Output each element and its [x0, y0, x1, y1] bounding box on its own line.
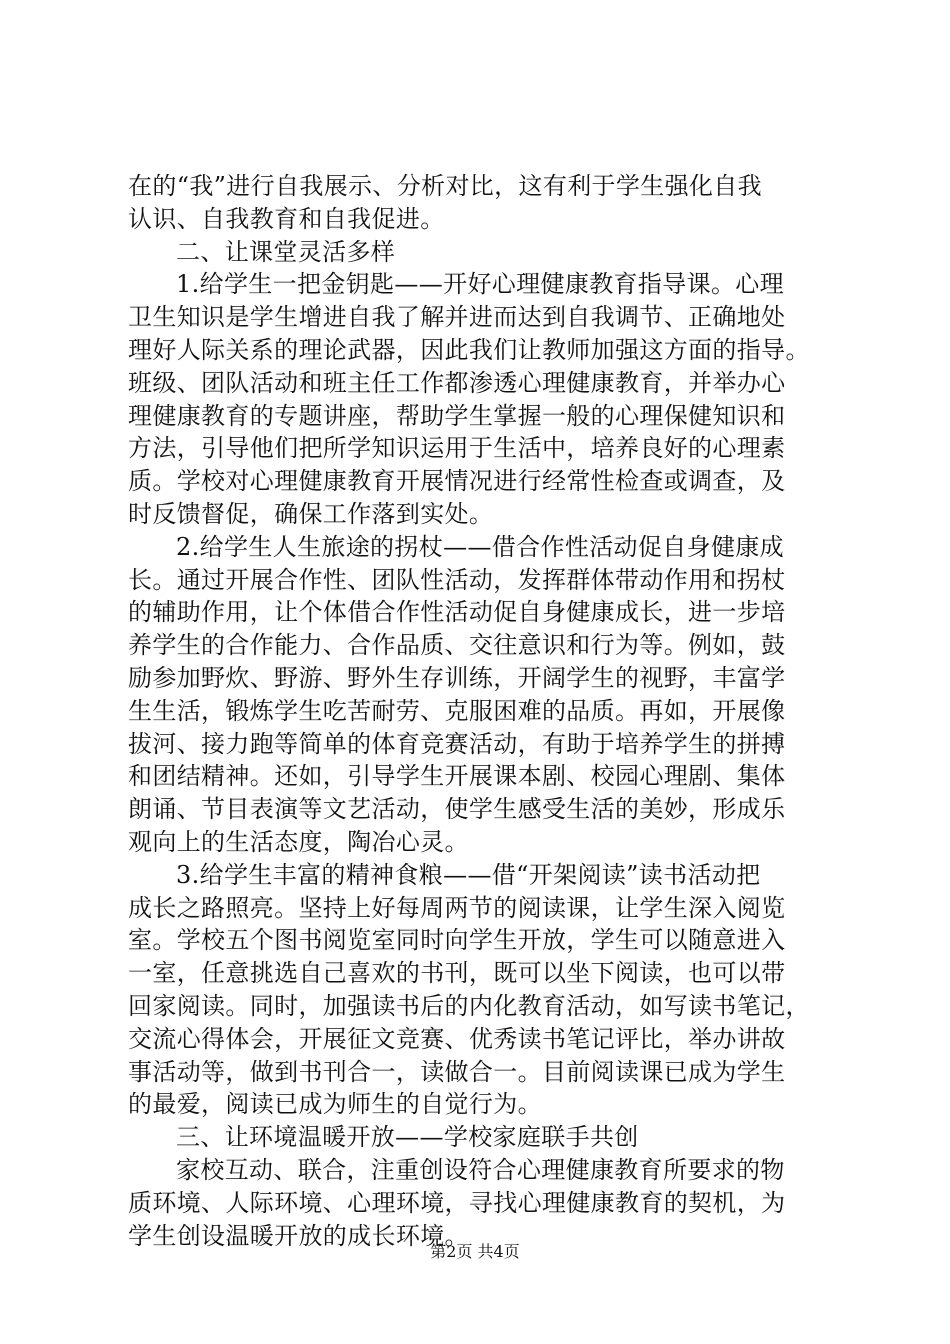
text-line: 一室，任意挑选自己喜欢的书刊，既可以坐下阅读，也可以带 [128, 959, 786, 988]
text-line: 2.给学生人生旅途的拐杖——借合作性活动促自身健康成 [176, 532, 784, 561]
text-line: 学生创设温暖开放的成长环境。 [128, 1221, 469, 1250]
text-line: 和团结精神。还如，引导学生开展课本剧、校园心理剧、集体 [128, 762, 786, 791]
body-text [128, 170, 840, 1252]
text-line: 在的“我”进行自我展示、分析对比，这有利于学生强化自我 [128, 172, 762, 200]
text-line: 质环境、人际环境、心理环境，寻找心理健康教育的契机，为 [128, 1188, 786, 1217]
text-line: 励参加野炊、野游、野外生存训练，开阔学生的视野，丰富学 [128, 663, 786, 692]
text-line: 朗诵、节目表演等文艺活动，使学生感受生活的美妙，形成乐 [128, 795, 786, 824]
text-line: 拔河、接力跑等简单的体育竞赛活动，有助于培养学生的拼搏 [128, 729, 786, 758]
text-line: 3.给学生丰富的精神食粮——借“开架阅读”读书活动把 [176, 860, 761, 889]
text-line: 的辅助作用，让个体借合作性活动促自身健康成长，进一步培 [128, 598, 786, 627]
text-line: 理好人际关系的理论武器，因此我们让教师加强这方面的指导。 [128, 335, 810, 364]
text-line: 养学生的合作能力、合作品质、交往意识和行为等。例如，鼓 [128, 631, 786, 660]
text-line: 回家阅读。同时，加强读书后的内化教育活动，如写读书笔记， [128, 991, 810, 1020]
text-line: 三、让环境温暖开放——学校家庭联手共创 [176, 1123, 639, 1152]
text-line: 时反馈督促，确保工作落到实处。 [128, 499, 494, 528]
text-line: 观向上的生活态度，陶冶心灵。 [128, 827, 469, 856]
text-line: 理健康教育的专题讲座，帮助学生掌握一般的心理保健知识和 [128, 401, 786, 430]
text-line: 1.给学生一把金钥匙——开好心理健康教育指导课。心理 [176, 270, 784, 299]
text-line: 成长之路照亮。坚持上好每周两节的阅读课，让学生深入阅览 [128, 893, 786, 922]
text-line: 交流心得体会，开展征文竞赛、优秀读书笔记评比，举办讲故 [128, 1024, 786, 1053]
text-line: 卫生知识是学生增进自我了解并进而达到自我调节、正确地处 [128, 303, 786, 332]
page-footer: 第2页 共4页 [430, 1242, 520, 1261]
text-line: 质。学校对心理健康教育开展情况进行经常性检查或调查，及 [128, 467, 786, 496]
text-line: 事活动等，做到书刊合一，读做合一。目前阅读课已成为学生 [128, 1057, 786, 1086]
text-line: 长。通过开展合作性、团队性活动，发挥群体带动作用和拐杖 [128, 565, 786, 594]
text-line: 生生活，锻炼学生吃苦耐劳、克服困难的品质。再如，开展像 [128, 696, 786, 725]
text-line: 方法，引导他们把所学知识运用于生活中，培养良好的心理素 [128, 434, 786, 463]
text-line: 班级、团队活动和班主任工作都渗透心理健康教育，并举办心 [128, 368, 786, 397]
text-line: 认识、自我教育和自我促进。 [128, 204, 445, 233]
text-line: 室。学校五个图书阅览室同时向学生开放，学生可以随意进入 [128, 926, 786, 955]
text-line: 的最爱，阅读已成为师生的自觉行为。 [128, 1090, 542, 1119]
text-line: 家校互动、联合，注重创设符合心理健康教育所要求的物 [176, 1155, 785, 1184]
text-line: 二、让课堂灵活多样 [176, 237, 396, 266]
